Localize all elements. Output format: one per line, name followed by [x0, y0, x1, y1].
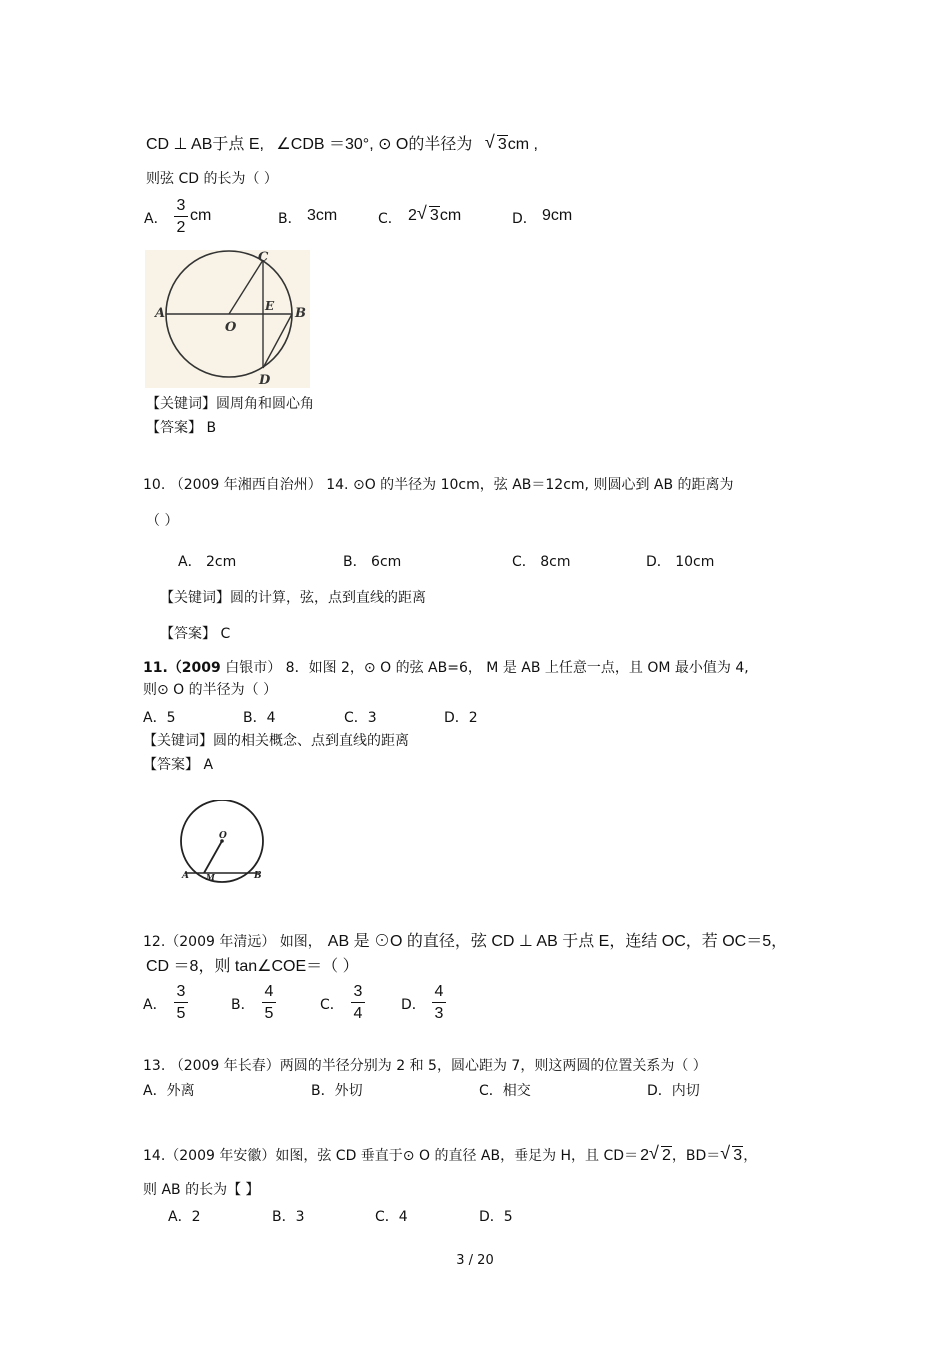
q14-cd-value: 2 √ 2 [640, 1143, 671, 1164]
q14-stem: 14.（2009 年安徽）如图，弦 CD 垂直于⊙ O 的直径 AB，垂足为 H，且 CD＝ 2 √ 2，BD＝ √ 3， [143, 1143, 758, 1164]
q9-sqrt: √ 3 [484, 132, 507, 153]
q12-opt-b-fraction: 4 5 [262, 983, 276, 1023]
q12-opt-a-fraction: 3 5 [174, 983, 188, 1023]
q10-opt-d: D． 10cm [646, 554, 715, 570]
q12-opt-d-label: D． [401, 997, 426, 1013]
q11-line2: 则⊙ O 的半径为（ ） [143, 682, 278, 698]
q13-stem: 13. （2009 年长春）两圆的半径分别为 2 和 5，圆心距为 7，则这两圆的位置关系为（ ） [143, 1058, 707, 1074]
q10-opt-a: A． 2cm [178, 554, 237, 570]
q14-opt-a: A．2 [168, 1209, 201, 1225]
label-o: O [225, 320, 237, 335]
q12-opt-d-fraction: 4 3 [432, 983, 446, 1023]
q11-opt-d: D．2 [444, 710, 478, 726]
q11-opt-a: A．5 [143, 710, 176, 726]
q11-circle-figure [175, 800, 270, 885]
q10-paren: （ ） [146, 513, 179, 529]
q14-opt-d: D．5 [479, 1209, 513, 1225]
radical-icon: √ [416, 203, 427, 223]
q11-keyword: 【关键词】圆的相关概念、点到直线的距离 [143, 733, 409, 749]
q9-answer: 【答案】 B [146, 420, 217, 436]
q12-opt-c-fraction: 3 4 [351, 983, 365, 1023]
radical-icon: √ [484, 132, 495, 152]
q9-opt-c-label: C． [378, 211, 402, 227]
q14-opt-c: C．4 [375, 1209, 408, 1225]
page-number: 3 / 20 [456, 1253, 494, 1268]
q9-line2: 则弦 CD 的长为（ ） [146, 171, 278, 187]
q11-stem: 11.（2009 白银市） 8．如图 2，⊙ O 的弦 AB=6， M 是 AB 上任意一点，且 OM 最小值为 4, [143, 660, 749, 676]
q12-opt-a-label: A． [143, 997, 167, 1013]
q10-opt-c: C． 8cm [512, 554, 571, 570]
q9-opt-d-label: D． [512, 211, 537, 227]
label-b: B [295, 306, 306, 321]
q12-line1: 12.（2009 年清远） 如图， AB 是 ⊙O 的直径，弦 CD ⊥ AB 于点 E，连结 OC，若 OC＝5， [143, 933, 788, 950]
figure-background [145, 250, 310, 388]
q11-opt-c: C．3 [344, 710, 377, 726]
q9-line1-part1: CD ⊥ AB于点 E, [146, 136, 264, 153]
label-c: C [258, 250, 269, 265]
q11-opt-b: B．4 [243, 710, 276, 726]
q10-opt-b: B． 6cm [343, 554, 402, 570]
radical-icon: √ [720, 1143, 731, 1163]
q9-opt-c-value: 2 √ 3cm [408, 203, 462, 224]
q13-opt-c: C．相交 [479, 1083, 531, 1099]
q12-opt-c-label: C． [320, 997, 344, 1013]
q9-unit: cm , [507, 136, 538, 153]
q9-opt-a-label: A． [144, 211, 168, 227]
q14-bd-value: √ 3 [720, 1143, 743, 1164]
q9-opt-b-value: 3cm [307, 207, 338, 224]
label-b: B [254, 871, 262, 881]
q13-opt-b: B．外切 [311, 1083, 363, 1099]
radical-icon: √ [648, 1143, 659, 1163]
q12-line2: CD ＝8，则 tan∠COE＝（ ） [146, 958, 359, 975]
label-d: D [259, 373, 271, 388]
segment-om [204, 841, 222, 873]
label-o: O [219, 831, 227, 841]
q9-opt-a-fraction: 3 2 [174, 197, 188, 237]
label-e: E [265, 299, 275, 313]
q10-keyword: 【关键词】圆的计算，弦，点到直线的距离 [160, 590, 426, 606]
label-a: A [182, 871, 189, 881]
q11-answer: 【答案】 A [143, 757, 214, 773]
q9-line1-part2: ∠CDB ＝30°, ⊙ O的半径为 [276, 136, 473, 153]
label-a: A [155, 306, 166, 321]
q9-opt-d-value: 9cm [542, 207, 573, 224]
q9-line1 [146, 132, 538, 154]
q9-opt-a-unit: cm [190, 207, 212, 224]
q14-opt-b: B．3 [272, 1209, 305, 1225]
q14-line2: 则 AB 的长为【 】 [143, 1182, 260, 1198]
q13-opt-d: D．内切 [647, 1083, 700, 1099]
q9-keyword: 【关键词】圆周角和圆心角 [146, 396, 314, 412]
q9-opt-c-sqrt: √ 3 [416, 203, 439, 224]
q9-circle-figure [145, 250, 310, 388]
q13-opt-a: A．外离 [143, 1083, 195, 1099]
label-m: M [206, 872, 215, 882]
q11-number: 11.（2009 [143, 660, 221, 676]
q10-stem: 10. （2009 年湘西自治州） 14. ⊙O 的半径为 10cm，弦 AB＝12cm, 则圆心到 AB 的距离为 [143, 477, 734, 493]
q10-answer: 【答案】 C [160, 626, 231, 642]
q12-opt-b-label: B． [231, 997, 255, 1013]
q9-opt-b-label: B． [278, 211, 302, 227]
